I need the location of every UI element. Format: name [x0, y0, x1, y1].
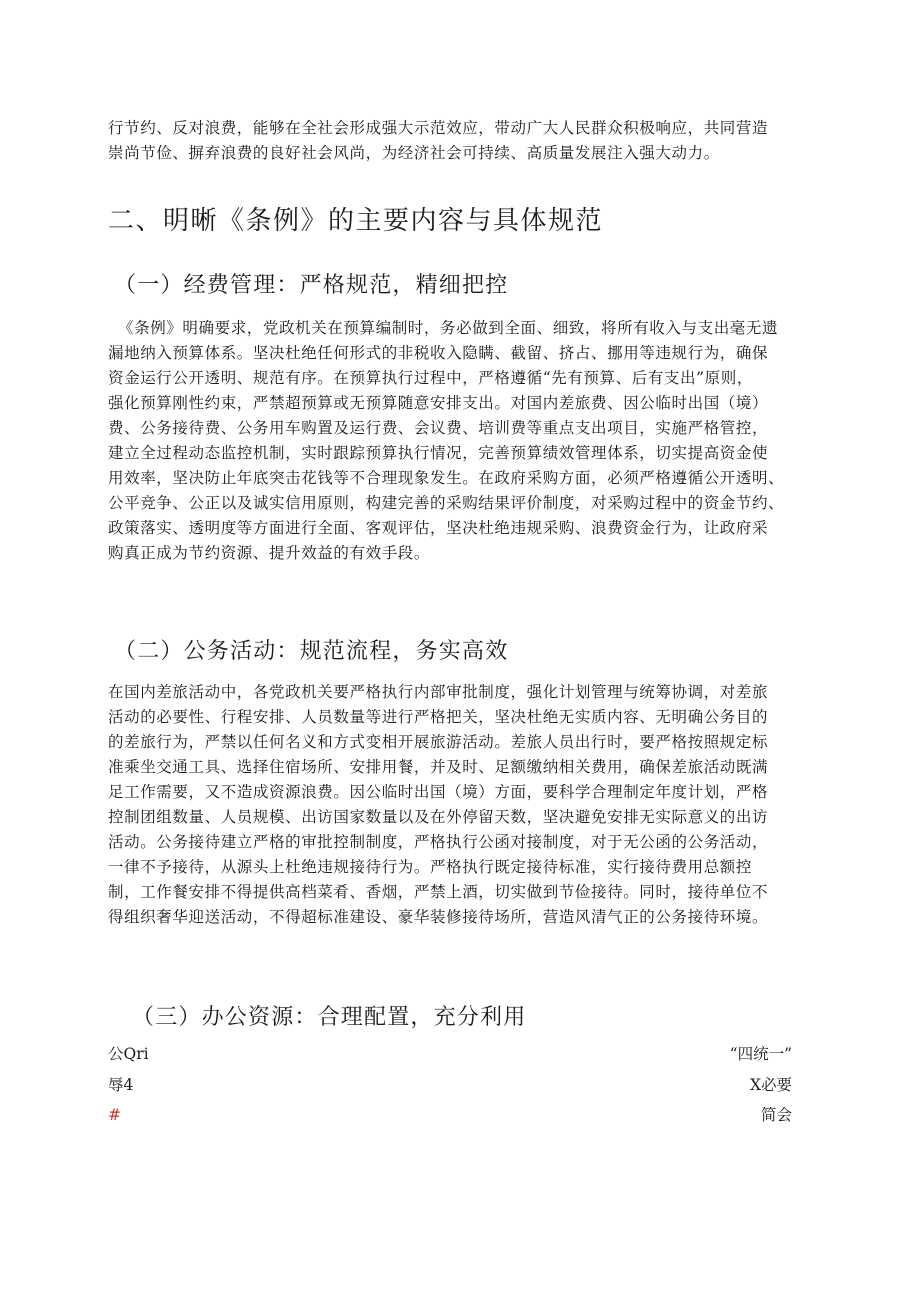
- text-line: 《条例》明确要求，党政机关在预算编制时，务必做到全面、细致，将所有收入与支出毫无遗: [118, 319, 779, 337]
- text-line: 公平竞争、公正以及诚实信用原则，构建完善的采购结果评价制度，对采购过程中的资金节约、: [108, 494, 785, 512]
- text-fragment: 公Qri: [108, 1045, 149, 1063]
- text-fragment: “四统一”: [729, 1045, 792, 1063]
- text-line: 资金运行公开透明、规范有序。在预算执行过程中，严格遵循“先有预算、后有支出”原则，: [108, 369, 753, 387]
- subsection-heading-1: （一）经费管理：严格规范，精细把控: [114, 273, 509, 298]
- text-line: 一律不予接待，从源头上杜绝违规接待行为。严格执行既定接待标准，实行接待费用总额控: [108, 858, 753, 876]
- paragraph-official-activities: [108, 680, 814, 930]
- text-fragment: 简会: [760, 1106, 792, 1124]
- text-line: 控制团组数量、人员规模、出访国家数量以及在外停留天数，坚决避免安排无实际意义的出访: [108, 808, 769, 826]
- text-line: 得组织奢华迎送活动，不得超标准建设、豪华装修接待场所，营造风清气正的公务接待环境。: [108, 908, 769, 926]
- text-fragment: 辱4: [108, 1076, 134, 1094]
- text-fragment: #: [108, 1106, 121, 1124]
- text-line: 活动。公务接待建立严格的审批控制制度，严格执行公函对接制度，对于无公函的公务活动，: [108, 833, 769, 851]
- subsection-heading-3: （三）办公资源：合理配置，充分利用: [132, 1005, 527, 1030]
- text-line: 足工作需要，又不造成资源浪费。因公临时出国（境）方面，要科学合理制定年度计划，严格: [108, 783, 769, 801]
- text-line: 准乘坐交通工具、选择住宿场所、安排用餐，并及时、足额缴纳相关费用，确保差旅活动既满: [108, 758, 769, 776]
- text-line: 政策落实、透明度等方面进行全面、客观评估，坚决杜绝违规采购、浪费资金行为，让政府采: [108, 519, 769, 537]
- text-line: 购真正成为节约资源、提升效益的有效手段。: [108, 544, 431, 562]
- text-line: 崇尚节俭、摒弃浪费的良好社会风尚，为经济社会可持续、高质量发展注入强大动力。: [108, 144, 720, 162]
- text-line: 的差旅行为，严禁以任何名义和方式变相开展旅游活动。差旅人员出行时，要严格按照规定标: [108, 733, 769, 751]
- text-fragment: X必要: [749, 1076, 792, 1094]
- paragraph-funding: [108, 316, 814, 566]
- text-line: 在国内差旅活动中，各党政机关要严格执行内部审批制度，强化计划管理与统筹协调，对差旅: [108, 683, 769, 701]
- text-line: 行节约、反对浪费，能够在全社会形成强大示范效应，带动广大人民群众积极响应，共同营造: [108, 119, 769, 137]
- intro-paragraph: [108, 116, 814, 166]
- text-line: 强化预算刚性约束，严禁超预算或无预算随意安排支出。对国内差旅费、因公临时出国（境）: [108, 394, 769, 412]
- section-heading: 二、明晰《条例》的主要内容与具体规范: [108, 206, 604, 236]
- text-line: 费、公务接待费、公务用车购置及运行费、会议费、培训费等重点支出项目，实施严格管控，: [108, 419, 769, 437]
- text-line: 漏地纳入预算体系。坚决杜绝任何形式的非税收入隐瞒、截留、挤占、挪用等违规行为，确保: [108, 344, 769, 362]
- text-line: 建立全过程动态监控机制，实时跟踪预算执行情况，完善预算绩效管理体系，切实提高资金使: [108, 444, 769, 462]
- subsection-heading-2: （二）公务活动：规范流程，务实高效: [114, 639, 509, 664]
- text-line: 制，工作餐安排不得提供高档菜肴、香烟，严禁上酒，切实做到节俭接待。同时，接待单位不: [108, 883, 769, 901]
- text-line: 活动的必要性、行程安排、人员数量等进行严格把关，坚决杜绝无实质内容、无明确公务目的: [108, 708, 769, 726]
- text-line: 用效率，坚决防止年底突击花钱等不合理现象发生。在政府采购方面，必须严格遵循公开透明、: [108, 469, 785, 487]
